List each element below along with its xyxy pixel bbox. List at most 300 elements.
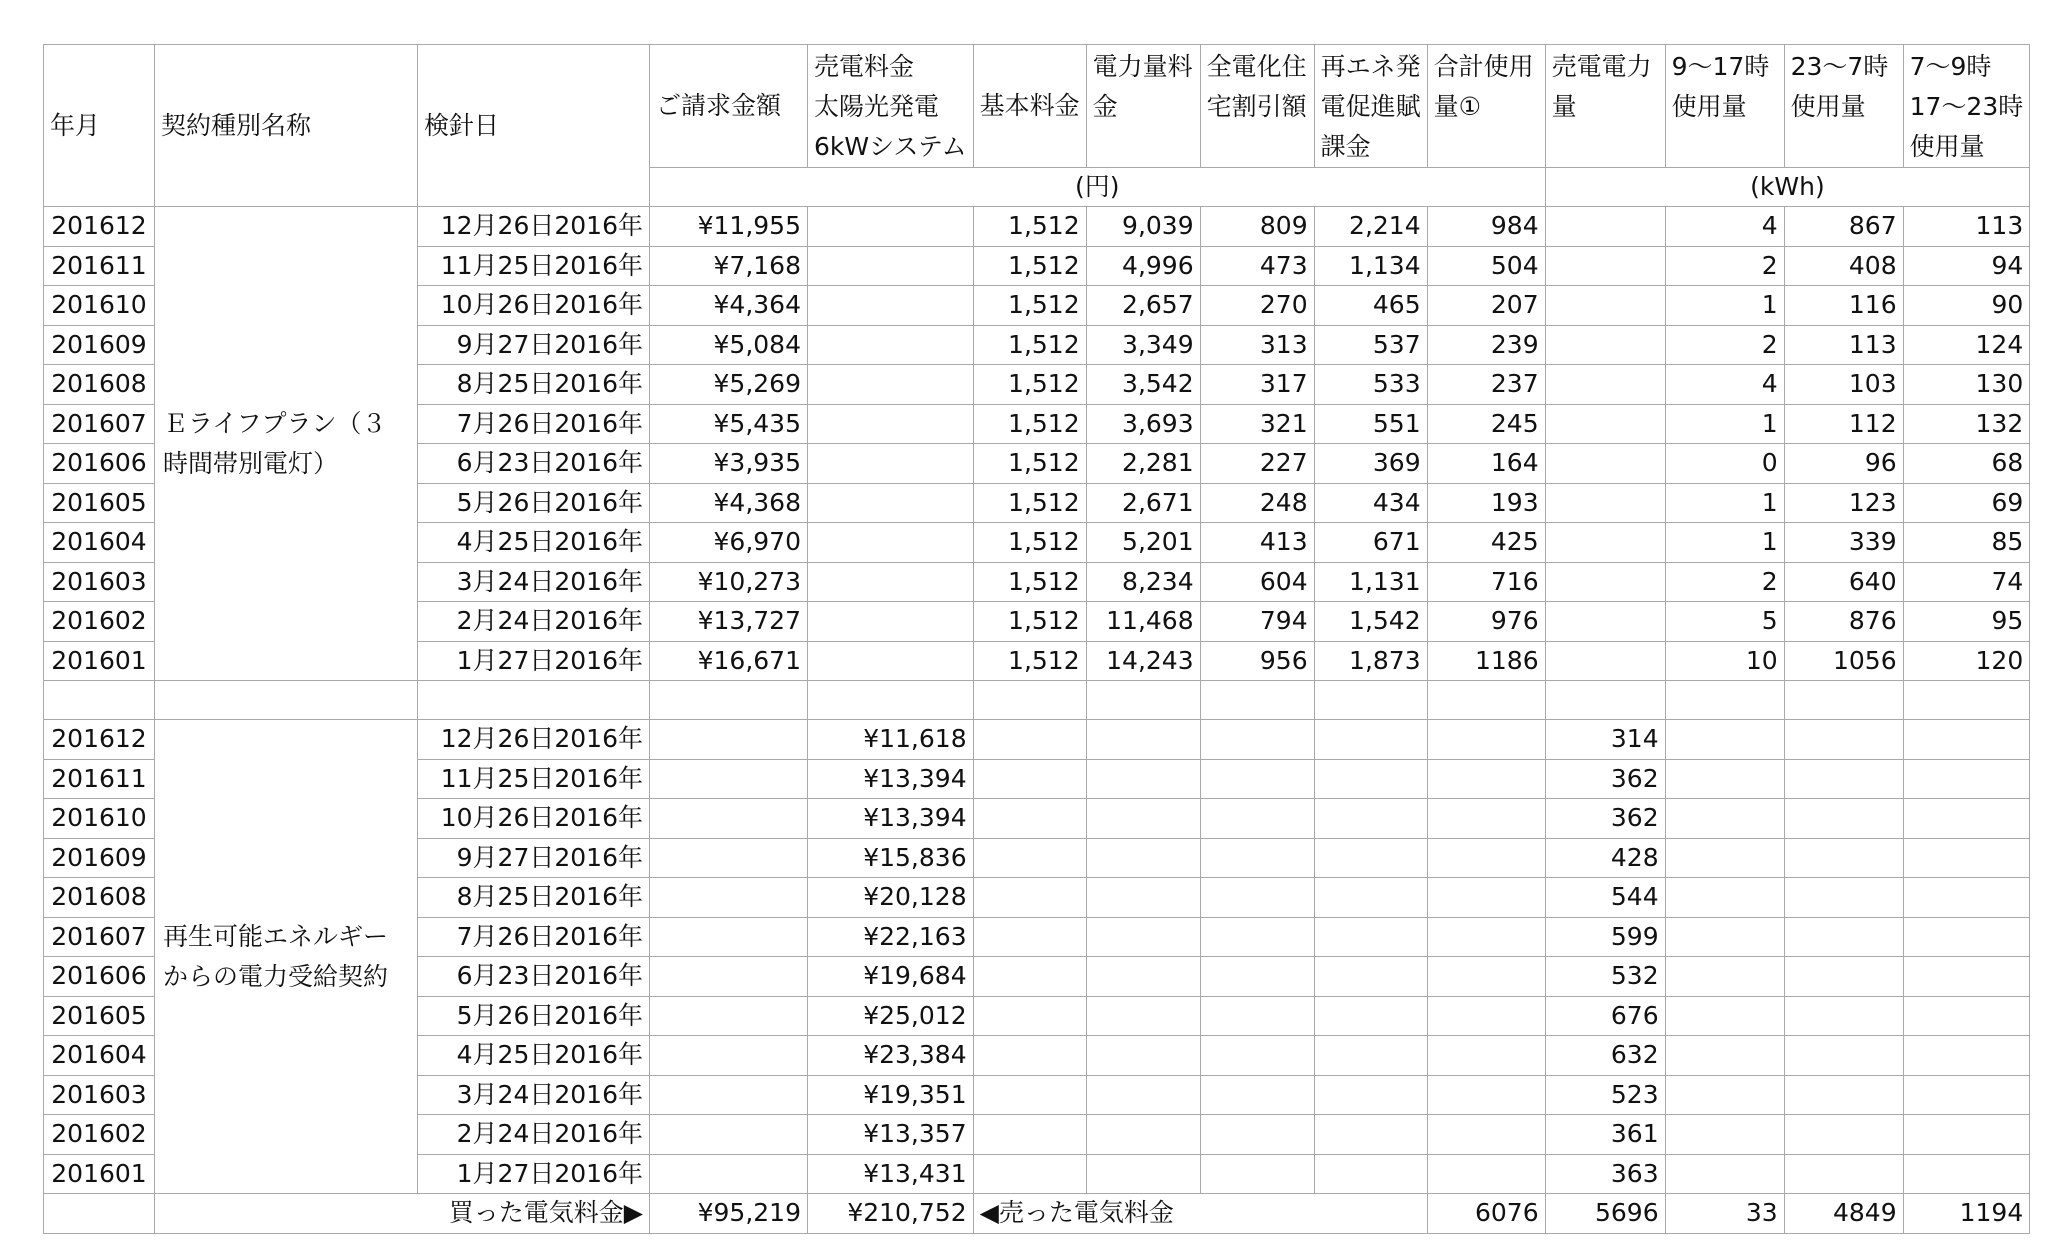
cell-bill — [650, 878, 808, 918]
cell-night: 876 — [1784, 602, 1903, 642]
cell-renew — [1314, 1115, 1427, 1155]
totals-total-use: 6076 — [1427, 1194, 1545, 1234]
cell-ym: 201602 — [44, 602, 155, 642]
cell-base: 1,512 — [973, 286, 1086, 326]
cell-energy: 9,039 — [1086, 207, 1200, 247]
cell-bill: ¥5,435 — [650, 404, 808, 444]
header-base: 基本料金 — [973, 45, 1086, 168]
totals-bought-label: 買った電気料金▶ — [155, 1194, 650, 1234]
header-renew: 再エネ発電促進賦課金 — [1314, 45, 1427, 168]
cell-other: 90 — [1903, 286, 2030, 326]
cell-ym: 201606 — [44, 957, 155, 997]
cell-base — [973, 1115, 1086, 1155]
cell-sell: ¥13,394 — [808, 759, 974, 799]
cell-base: 1,512 — [973, 483, 1086, 523]
cell-sell — [808, 207, 974, 247]
cell-renew: 1,873 — [1314, 641, 1427, 681]
cell-day — [1665, 1154, 1784, 1194]
totals-other: 1194 — [1903, 1194, 2030, 1234]
cell-bill — [650, 996, 808, 1036]
cell-date: 10月26日2016年 — [418, 286, 650, 326]
cell-date: 7月26日2016年 — [418, 917, 650, 957]
cell-day: 4 — [1665, 365, 1784, 405]
cell-ym: 201603 — [44, 562, 155, 602]
cell-base — [973, 838, 1086, 878]
cell-bill — [650, 1115, 808, 1155]
cell-discount — [1200, 1154, 1314, 1194]
cell-date: 1月27日2016年 — [418, 1154, 650, 1194]
cell-ym: 201601 — [44, 641, 155, 681]
cell-ym: 201611 — [44, 759, 155, 799]
cell-ym: 201604 — [44, 1036, 155, 1076]
cell-discount: 473 — [1200, 246, 1314, 286]
cell-total-use — [1427, 1036, 1545, 1076]
cell-base — [973, 799, 1086, 839]
cell-total-use — [1427, 759, 1545, 799]
cell-day — [1665, 1036, 1784, 1076]
cell-total-use — [1427, 720, 1545, 760]
cell-date: 4月25日2016年 — [418, 523, 650, 563]
cell-renew: 1,134 — [1314, 246, 1427, 286]
cell-discount — [1200, 1075, 1314, 1115]
cell-ym: 201603 — [44, 1075, 155, 1115]
cell-bill: ¥4,368 — [650, 483, 808, 523]
cell-renew: 369 — [1314, 444, 1427, 484]
cell-other: 120 — [1903, 641, 2030, 681]
cell-renew: 1,542 — [1314, 602, 1427, 642]
cell-bill: ¥6,970 — [650, 523, 808, 563]
cell-total-use: 1186 — [1427, 641, 1545, 681]
cell-sell: ¥19,684 — [808, 957, 974, 997]
cell-day: 1 — [1665, 483, 1784, 523]
cell-ym: 201612 — [44, 207, 155, 247]
header-bill: ご請求金額 — [650, 45, 808, 168]
cell-renew — [1314, 957, 1427, 997]
cell-total-use: 984 — [1427, 207, 1545, 247]
cell-ym: 201608 — [44, 878, 155, 918]
cell-total-use — [1427, 878, 1545, 918]
cell-sell: ¥11,618 — [808, 720, 974, 760]
cell-bill: ¥10,273 — [650, 562, 808, 602]
cell-day — [1665, 759, 1784, 799]
cell-ym: 201607 — [44, 917, 155, 957]
cell-night — [1784, 1115, 1903, 1155]
cell-night: 640 — [1784, 562, 1903, 602]
cell-date: 2月24日2016年 — [418, 602, 650, 642]
cell-bill — [650, 1154, 808, 1194]
cell-base — [973, 878, 1086, 918]
cell-contract: Ｅライフプラン（３時間帯別電灯） — [155, 207, 418, 681]
cell-ym: 201605 — [44, 996, 155, 1036]
cell-date: 4月25日2016年 — [418, 1036, 650, 1076]
cell-sold-kwh — [1545, 404, 1665, 444]
cell-total-use: 245 — [1427, 404, 1545, 444]
cell-other: 124 — [1903, 325, 2030, 365]
cell-day: 1 — [1665, 286, 1784, 326]
cell-renew: 434 — [1314, 483, 1427, 523]
cell-bill — [650, 720, 808, 760]
header-sell: 売電料金 太陽光発電 6kWシステム — [808, 45, 974, 168]
cell-date: 9月27日2016年 — [418, 838, 650, 878]
cell-energy: 14,243 — [1086, 641, 1200, 681]
cell-bill — [650, 1075, 808, 1115]
cell-ym: 201610 — [44, 799, 155, 839]
cell-energy — [1086, 759, 1200, 799]
cell-renew — [1314, 917, 1427, 957]
cell-energy — [1086, 838, 1200, 878]
cell-total-use — [1427, 917, 1545, 957]
cell-energy: 3,349 — [1086, 325, 1200, 365]
cell-sold-kwh: 362 — [1545, 759, 1665, 799]
cell-night: 123 — [1784, 483, 1903, 523]
table-row — [44, 207, 2030, 247]
cell-date: 3月24日2016年 — [418, 562, 650, 602]
cell-date: 11月25日2016年 — [418, 246, 650, 286]
cell-date: 7月26日2016年 — [418, 404, 650, 444]
cell-base: 1,512 — [973, 325, 1086, 365]
cell-total-use: 976 — [1427, 602, 1545, 642]
cell-discount — [1200, 917, 1314, 957]
cell-night: 339 — [1784, 523, 1903, 563]
cell-night: 96 — [1784, 444, 1903, 484]
cell-energy — [1086, 720, 1200, 760]
cell-sell: ¥13,431 — [808, 1154, 974, 1194]
cell-base — [973, 917, 1086, 957]
cell-discount: 227 — [1200, 444, 1314, 484]
cell-bill — [650, 917, 808, 957]
cell-sold-kwh: 632 — [1545, 1036, 1665, 1076]
cell-base: 1,512 — [973, 207, 1086, 247]
cell-ym: 201610 — [44, 286, 155, 326]
cell-bill — [650, 1036, 808, 1076]
cell-sell — [808, 483, 974, 523]
cell-bill — [650, 799, 808, 839]
cell-sell: ¥22,163 — [808, 917, 974, 957]
electricity-table — [43, 44, 2030, 1234]
cell-night — [1784, 878, 1903, 918]
cell-total-use: 207 — [1427, 286, 1545, 326]
cell-renew — [1314, 878, 1427, 918]
cell-other: 132 — [1903, 404, 2030, 444]
cell-night — [1784, 1154, 1903, 1194]
cell-other — [1903, 720, 2030, 760]
cell-renew: 533 — [1314, 365, 1427, 405]
cell-day: 2 — [1665, 246, 1784, 286]
cell-day — [1665, 957, 1784, 997]
cell-date: 6月23日2016年 — [418, 444, 650, 484]
blank-cell — [973, 681, 1086, 720]
cell-ym: 201609 — [44, 838, 155, 878]
cell-day: 1 — [1665, 523, 1784, 563]
cell-sell: ¥13,394 — [808, 799, 974, 839]
cell-night — [1784, 799, 1903, 839]
blank-cell — [1314, 681, 1427, 720]
cell-sold-kwh: 532 — [1545, 957, 1665, 997]
cell-day — [1665, 1075, 1784, 1115]
cell-discount — [1200, 799, 1314, 839]
totals-sold-label: ◀売った電気料金 — [973, 1194, 1427, 1234]
cell-total-use: 164 — [1427, 444, 1545, 484]
cell-other: 74 — [1903, 562, 2030, 602]
header-other: 7〜9時 17〜23時 使用量 — [1903, 45, 2030, 168]
header-energy: 電力量料金 — [1086, 45, 1200, 168]
cell-discount: 248 — [1200, 483, 1314, 523]
blank-cell — [418, 681, 650, 720]
cell-energy: 2,281 — [1086, 444, 1200, 484]
cell-renew — [1314, 1075, 1427, 1115]
cell-other — [1903, 957, 2030, 997]
cell-day — [1665, 720, 1784, 760]
cell-date: 12月26日2016年 — [418, 720, 650, 760]
cell-sell — [808, 404, 974, 444]
cell-base — [973, 720, 1086, 760]
cell-ym: 201602 — [44, 1115, 155, 1155]
cell-discount: 413 — [1200, 523, 1314, 563]
cell-sold-kwh: 599 — [1545, 917, 1665, 957]
blank-cell — [1200, 681, 1314, 720]
blank-cell — [44, 681, 155, 720]
cell-renew: 1,131 — [1314, 562, 1427, 602]
cell-sell: ¥25,012 — [808, 996, 974, 1036]
cell-other — [1903, 917, 2030, 957]
cell-sold-kwh — [1545, 325, 1665, 365]
cell-sell — [808, 641, 974, 681]
cell-night — [1784, 917, 1903, 957]
cell-renew — [1314, 759, 1427, 799]
cell-bill: ¥11,955 — [650, 207, 808, 247]
cell-sold-kwh — [1545, 365, 1665, 405]
cell-total-use — [1427, 799, 1545, 839]
cell-bill — [650, 838, 808, 878]
cell-day: 2 — [1665, 325, 1784, 365]
cell-bill — [650, 957, 808, 997]
cell-base: 1,512 — [973, 562, 1086, 602]
header-ym: 年月 — [44, 45, 155, 207]
cell-day — [1665, 996, 1784, 1036]
cell-sell — [808, 562, 974, 602]
cell-date: 11月25日2016年 — [418, 759, 650, 799]
cell-other — [1903, 1036, 2030, 1076]
cell-bill: ¥4,364 — [650, 286, 808, 326]
cell-discount — [1200, 1036, 1314, 1076]
cell-night: 103 — [1784, 365, 1903, 405]
table-row — [44, 720, 2030, 760]
cell-other: 85 — [1903, 523, 2030, 563]
unit-yen: (円) — [650, 168, 1546, 207]
cell-total-use — [1427, 1154, 1545, 1194]
cell-sold-kwh — [1545, 562, 1665, 602]
cell-ym: 201601 — [44, 1154, 155, 1194]
cell-night — [1784, 957, 1903, 997]
cell-sell — [808, 246, 974, 286]
cell-energy — [1086, 1154, 1200, 1194]
cell-night — [1784, 759, 1903, 799]
cell-renew — [1314, 1154, 1427, 1194]
cell-other: 68 — [1903, 444, 2030, 484]
cell-sell: ¥20,128 — [808, 878, 974, 918]
cell-base: 1,512 — [973, 246, 1086, 286]
cell-energy — [1086, 1115, 1200, 1155]
cell-day — [1665, 917, 1784, 957]
cell-night: 116 — [1784, 286, 1903, 326]
cell-date: 5月26日2016年 — [418, 996, 650, 1036]
header-total-use: 合計使用量① — [1427, 45, 1545, 168]
cell-ym: 201607 — [44, 404, 155, 444]
cell-discount: 321 — [1200, 404, 1314, 444]
cell-ym: 201609 — [44, 325, 155, 365]
cell-total-use: 504 — [1427, 246, 1545, 286]
cell-total-use: 237 — [1427, 365, 1545, 405]
blank-cell — [1903, 681, 2030, 720]
cell-day: 4 — [1665, 207, 1784, 247]
cell-bill: ¥16,671 — [650, 641, 808, 681]
cell-date: 8月25日2016年 — [418, 365, 650, 405]
cell-sell: ¥13,357 — [808, 1115, 974, 1155]
cell-sold-kwh — [1545, 483, 1665, 523]
cell-discount — [1200, 957, 1314, 997]
cell-energy — [1086, 996, 1200, 1036]
cell-energy: 4,996 — [1086, 246, 1200, 286]
cell-base: 1,512 — [973, 523, 1086, 563]
cell-base — [973, 1036, 1086, 1076]
cell-energy — [1086, 957, 1200, 997]
unit-kwh: (kWh) — [1545, 168, 2030, 207]
cell-other — [1903, 878, 2030, 918]
cell-discount — [1200, 1115, 1314, 1155]
cell-ym: 201612 — [44, 720, 155, 760]
cell-energy: 11,468 — [1086, 602, 1200, 642]
cell-night — [1784, 1075, 1903, 1115]
cell-other — [1903, 1115, 2030, 1155]
cell-sell — [808, 286, 974, 326]
cell-date: 8月25日2016年 — [418, 878, 650, 918]
cell-other: 95 — [1903, 602, 2030, 642]
cell-sell: ¥19,351 — [808, 1075, 974, 1115]
cell-total-use — [1427, 957, 1545, 997]
cell-ym: 201611 — [44, 246, 155, 286]
cell-day — [1665, 838, 1784, 878]
cell-day — [1665, 878, 1784, 918]
cell-discount: 313 — [1200, 325, 1314, 365]
cell-ym: 201606 — [44, 444, 155, 484]
cell-sold-kwh — [1545, 602, 1665, 642]
cell-base — [973, 996, 1086, 1036]
cell-sold-kwh: 523 — [1545, 1075, 1665, 1115]
cell-other — [1903, 1075, 2030, 1115]
totals-bought: ¥95,219 — [650, 1194, 808, 1234]
cell-energy: 5,201 — [1086, 523, 1200, 563]
cell-night — [1784, 1036, 1903, 1076]
cell-sold-kwh — [1545, 523, 1665, 563]
blank-cell — [1427, 681, 1545, 720]
blank-cell — [1784, 681, 1903, 720]
blank-row — [44, 681, 2030, 720]
totals-day: 33 — [1665, 1194, 1784, 1234]
cell-night: 1056 — [1784, 641, 1903, 681]
cell-night: 112 — [1784, 404, 1903, 444]
cell-date: 6月23日2016年 — [418, 957, 650, 997]
cell-discount: 604 — [1200, 562, 1314, 602]
cell-base: 1,512 — [973, 602, 1086, 642]
cell-energy — [1086, 917, 1200, 957]
cell-sold-kwh: 544 — [1545, 878, 1665, 918]
cell-total-use: 425 — [1427, 523, 1545, 563]
totals-row — [44, 1194, 2030, 1234]
cell-total-use: 716 — [1427, 562, 1545, 602]
cell-sold-kwh — [1545, 641, 1665, 681]
cell-date: 9月27日2016年 — [418, 325, 650, 365]
cell-sell — [808, 325, 974, 365]
totals-sold-kwh: 5696 — [1545, 1194, 1665, 1234]
cell-sell: ¥23,384 — [808, 1036, 974, 1076]
cell-renew — [1314, 1036, 1427, 1076]
cell-discount: 794 — [1200, 602, 1314, 642]
cell-renew: 537 — [1314, 325, 1427, 365]
header-contract: 契約種別名称 — [155, 45, 418, 207]
cell-base: 1,512 — [973, 365, 1086, 405]
cell-renew: 551 — [1314, 404, 1427, 444]
cell-sold-kwh — [1545, 286, 1665, 326]
cell-renew: 465 — [1314, 286, 1427, 326]
blank-cell — [808, 681, 974, 720]
cell-discount: 270 — [1200, 286, 1314, 326]
cell-sold-kwh: 362 — [1545, 799, 1665, 839]
totals-night: 4849 — [1784, 1194, 1903, 1234]
cell-energy: 2,671 — [1086, 483, 1200, 523]
cell-renew — [1314, 996, 1427, 1036]
cell-other — [1903, 996, 2030, 1036]
cell-base — [973, 957, 1086, 997]
cell-sell — [808, 602, 974, 642]
cell-bill: ¥5,269 — [650, 365, 808, 405]
cell-discount: 809 — [1200, 207, 1314, 247]
cell-discount — [1200, 838, 1314, 878]
cell-night — [1784, 996, 1903, 1036]
cell-other: 130 — [1903, 365, 2030, 405]
cell-other — [1903, 1154, 2030, 1194]
cell-other — [1903, 759, 2030, 799]
cell-discount — [1200, 996, 1314, 1036]
cell-discount — [1200, 878, 1314, 918]
cell-sold-kwh: 428 — [1545, 838, 1665, 878]
cell-base — [973, 1075, 1086, 1115]
cell-sold-kwh — [1545, 444, 1665, 484]
cell-bill — [650, 759, 808, 799]
cell-sell — [808, 365, 974, 405]
cell-night — [1784, 838, 1903, 878]
cell-sold-kwh: 361 — [1545, 1115, 1665, 1155]
blank-cell — [650, 681, 808, 720]
cell-night: 113 — [1784, 325, 1903, 365]
cell-other: 69 — [1903, 483, 2030, 523]
cell-renew — [1314, 720, 1427, 760]
blank-cell — [1086, 681, 1200, 720]
cell-date: 2月24日2016年 — [418, 1115, 650, 1155]
cell-discount — [1200, 759, 1314, 799]
cell-other: 113 — [1903, 207, 2030, 247]
cell-total-use — [1427, 1115, 1545, 1155]
cell-date: 10月26日2016年 — [418, 799, 650, 839]
cell-energy: 2,657 — [1086, 286, 1200, 326]
cell-night: 408 — [1784, 246, 1903, 286]
cell-date: 1月27日2016年 — [418, 641, 650, 681]
cell-total-use — [1427, 1075, 1545, 1115]
cell-total-use — [1427, 838, 1545, 878]
blank-cell — [155, 681, 418, 720]
cell-ym: 201608 — [44, 365, 155, 405]
cell-sold-kwh: 363 — [1545, 1154, 1665, 1194]
cell-sell — [808, 523, 974, 563]
